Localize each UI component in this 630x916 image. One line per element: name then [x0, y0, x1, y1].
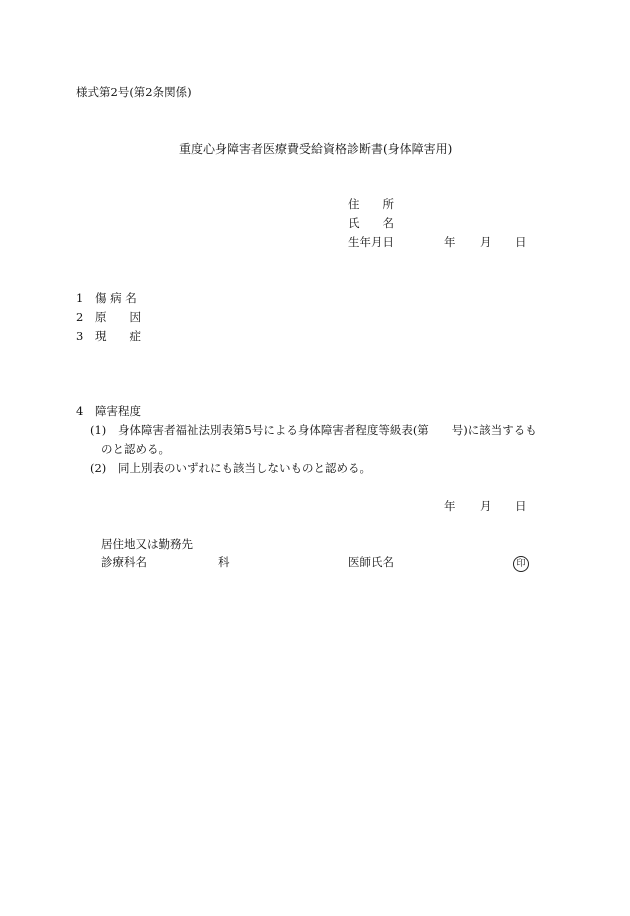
- birth-year: 年: [444, 235, 456, 249]
- birth-day: 日: [515, 235, 527, 249]
- option2-text: 同上別表のいずれにも該当しないものと認める。: [118, 461, 371, 475]
- name-label: 氏 名: [348, 216, 394, 230]
- date-month: 月: [480, 499, 492, 513]
- date-year: 年: [444, 499, 456, 513]
- option2-number: (2): [90, 461, 107, 475]
- item-number: 3: [76, 329, 84, 343]
- item-label-disease: 傷 病 名: [95, 291, 137, 305]
- department-label: 診療科名: [101, 555, 147, 569]
- item-label-symptoms: 現 症: [95, 329, 141, 343]
- item-label-cause: 原 因: [95, 310, 141, 324]
- option1-text-continued: のと認める。: [101, 442, 170, 456]
- doctor-name-label: 医師氏名: [348, 555, 394, 569]
- address-label: 住 所: [348, 197, 394, 211]
- document-title: 重度心身障害者医療費受給資格診断書(身体障害用): [179, 142, 453, 156]
- workplace-label: 居住地又は勤務先: [101, 537, 193, 551]
- date-day: 日: [515, 499, 527, 513]
- item-number: 2: [76, 310, 84, 324]
- birth-month: 月: [480, 235, 492, 249]
- birthdate-label: 生年月日: [348, 235, 394, 249]
- department-suffix: 科: [218, 555, 230, 569]
- item-number: 4: [76, 404, 84, 418]
- seal-icon: 印: [513, 556, 529, 572]
- form-number: 様式第2号(第2条関係): [76, 85, 192, 99]
- option1-number: (1): [90, 423, 107, 437]
- disability-heading: 障害程度: [95, 404, 141, 418]
- option1-text: 身体障害者福祉法別表第5号による身体障害者程度等級表(第 号)に該当するも: [118, 423, 537, 437]
- item-number: 1: [76, 291, 84, 305]
